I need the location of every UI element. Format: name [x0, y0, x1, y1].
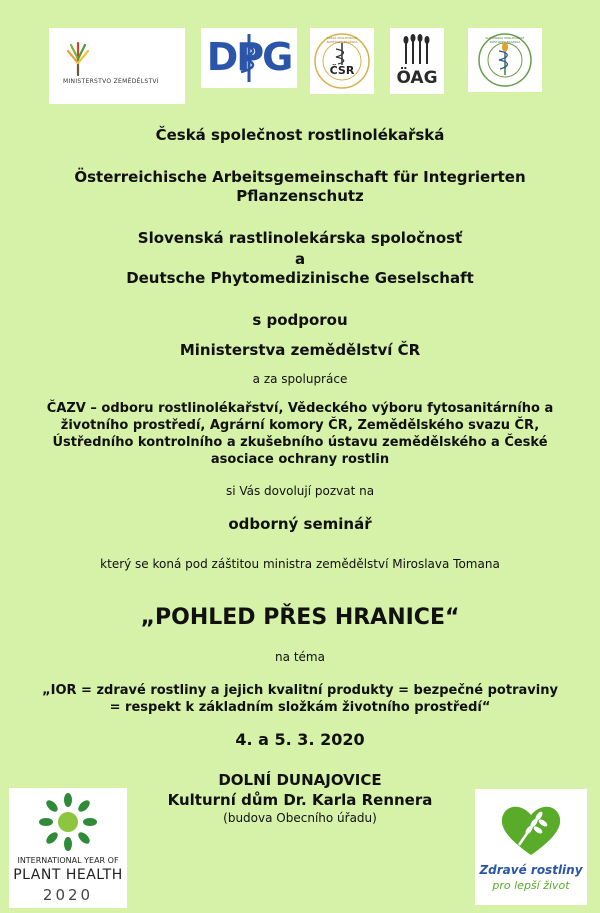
ministry-name: Ministerstva zemědělství ČR: [179, 341, 421, 359]
org-slovak: Slovenská rastlinolekárska spoločnosť: [137, 229, 463, 247]
topic-line: „IOR = zdravé rostliny a jejich kvalitní produkty = bezpečné potraviny: [42, 683, 558, 698]
and-connector: a: [294, 250, 306, 268]
event-title: „POHLED PŘES HRANICE“: [140, 605, 460, 630]
iyph-logo: [9, 788, 127, 908]
event-place: DOLNÍ DUNAJOVICE: [218, 771, 382, 789]
partners-line: životního prostředí, Agrární komory ČR, Zemědělského svazu ČR,: [60, 418, 540, 433]
ssr-logo: [468, 28, 542, 92]
topic-label: na téma: [275, 650, 325, 664]
event-date: 4. a 5. 3. 2020: [235, 730, 365, 749]
plant-health-icon: [38, 792, 98, 852]
tree-icon: [63, 41, 93, 77]
dpg-logo-text: DPG: [206, 35, 292, 79]
csr-logo-text: ČSR: [329, 64, 355, 77]
iyph-line2: PLANT HEALTH: [13, 867, 123, 883]
org-czech: Česká společnost rostlinolékařská: [155, 126, 445, 144]
heart-wheat-icon: [497, 799, 565, 859]
seminar-label: odborný seminář: [228, 515, 372, 533]
org-austrian-line1: Österreichische Arbeitsgemeinschaft für Integrierten: [74, 168, 526, 186]
csr-ring-text: ČESKÁ SPOLEČNOST ROSTLINOLÉKAŘSKÁ: [326, 36, 358, 44]
invite-text: si Vás dovolují pozvat na: [225, 484, 375, 498]
oag-logo: [390, 28, 444, 94]
csr-logo: [310, 28, 374, 94]
support-label: s podporou: [252, 311, 348, 329]
iyph-line1: INTERNATIONAL YEAR OF: [17, 856, 119, 865]
patronage-text: který se koná pod záštitou ministra zemědělství Miroslava Tomana: [100, 557, 500, 571]
ministry-logo: [49, 28, 185, 104]
topic-line: = respekt k základním složkám životního prostředí“: [109, 700, 491, 715]
healthy-plants-logo: [475, 789, 587, 905]
ministry-logo-text: MINISTERSTVO ZEMĚDĚLSTVÍ: [63, 78, 159, 85]
dpg-logo: [201, 28, 297, 88]
partners-line: ČAZV – odboru rostlinolékařství, Vědeckého výboru fytosanitárního a: [46, 401, 554, 416]
cooperation-label: a za spolupráce: [252, 372, 348, 386]
partners-line: Ústředního kontrolního a zkušebního ústavu zemědělského a České: [52, 435, 548, 450]
venue-note: (budova Obecního úřadu): [223, 811, 377, 825]
org-german: Deutsche Phytomedizinische Geselschaft: [126, 269, 474, 287]
healthy-plants-line2: pro lepší život: [492, 879, 570, 892]
iyph-year: 2020: [42, 886, 94, 904]
org-austrian-line2: Pflanzenschutz: [236, 187, 364, 205]
healthy-plants-line1: Zdravé rostliny: [479, 863, 583, 877]
partners-line: asociace ochrany rostlin: [210, 452, 390, 467]
staff-snake-icon: [235, 32, 263, 84]
wheat-icon: [398, 32, 436, 66]
event-venue: Kulturní dům Dr. Karla Rennera: [167, 791, 433, 809]
ssr-ring-text: SLOVENSKÁ SPOLOČNOSŤ ROSTLINOLEKÁRSKA: [485, 36, 525, 44]
oag-logo-text: ÖAG: [396, 68, 438, 88]
